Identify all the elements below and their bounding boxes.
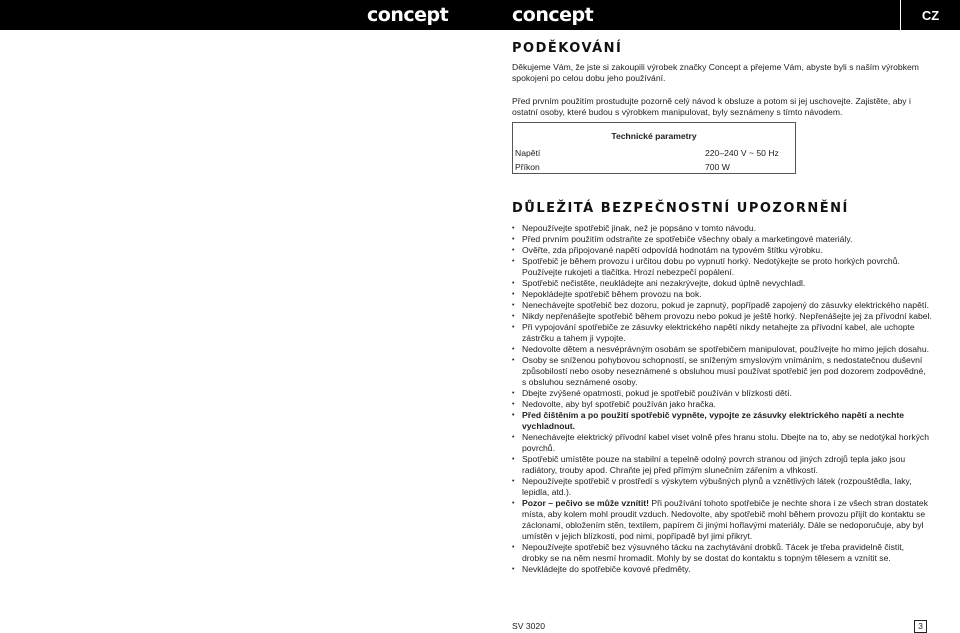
list-item: • Před prvním použitím odstraňte ze spotřebiče všechny obaly a marketingové materiály. <box>512 234 932 245</box>
list-item: • Osoby se sníženou pohybovou schopností, se sníženým smyslovým vnímáním, s nedostatečnou duševní způsobilostí nebo osoby neseznámené s obsluhou musí používat spotřebič jen pod dozorem zodpovědné, s obsluhou seznámené osoby. <box>512 355 932 388</box>
list-item: • Spotřebič umístěte pouze na stabilní a tepelně odolný povrch stranou od jiných zdrojů tepla jako jsou radiátory, trouby apod. Chraňte jej před přímým slunečním zářením a vlhkostí. <box>512 454 932 476</box>
section-title-safety: DŮLEŽITÁ BEZPEČNOSTNÍ UPOZORNĚNÍ <box>512 201 849 216</box>
list-item: • Nedovolte, aby byl spotřebič používán jako hračka. <box>512 399 932 410</box>
warning-text: Při používání tohoto spotřebiče je nechte shora i ze všech stran dostatek místa, aby kolem mohl proudit vzduch. Nedovolte, aby spotřebič mohl během provozu přijít do kontaktu se záclonami, obložením stěn, textilem, papírem či jinými hořlavými materiály. Dále se nedoporučuje, aby byl umístěn v jejich blízkosti, pod nimi, popřípadě byl jimi přikryt. <box>522 498 929 541</box>
page-number: 3 <box>914 620 927 633</box>
list-item: • Nenechávejte elektrický přívodní kabel viset volně přes hranu stolu. Dbejte na to, aby se nedotýkal horkých povrchů. <box>512 432 932 454</box>
list-item: • Nepokládejte spotřebič během provozu na bok. <box>512 289 932 300</box>
section-title-thanks: PODĚKOVÁNÍ <box>512 41 623 56</box>
list-item: • Nedovolte dětem a nesvéprávným osobám se spotřebičem manipulovat, používejte ho mimo jejich dosahu. <box>512 344 932 355</box>
top-bar <box>0 0 960 30</box>
warning-bold-text: Pozor – pečivo se může vznítit! <box>522 498 650 508</box>
intro-paragraph: Děkujeme Vám, že jste si zakoupili výrobek značky Concept a přejeme Vám, abyste byli s naším výrobkem spokojeni po celou dobu jeho používání. <box>512 62 919 83</box>
list-item: • Dbejte zvýšené opatrnosti, pokud je spotřebič používán v blízkosti dětí. <box>512 388 932 399</box>
list-item: • Nenechávejte spotřebič bez dozoru, pokud je zapnutý, popřípadě zapojený do zásuvky elektrického napětí. <box>512 300 932 311</box>
list-item: • Nevkládejte do spotřebiče kovové předměty. <box>512 564 932 575</box>
list-item: • Nepoužívejte spotřebič jinak, než je popsáno v tomto návodu. <box>512 223 932 234</box>
technical-parameters-table <box>512 122 796 174</box>
list-item: • Nepoužívejte spotřebič bez výsuvného tácku na zachytávání drobků. Tácek je třeba pravidelně čistit, drobky se na něm nesmí hromadit. Mohly by se dostat do kontaktu s topným tělesem a vznítit se. <box>512 542 932 564</box>
list-item: • Spotřebič nečistěte, neukládejte ani nezakrývejte, dokud úplně nevychladl. <box>512 278 932 289</box>
list-item: • Před čištěním a po použití spotřebič vypněte, vypojte ze zásuvky elektrického napětí a nechte vychladnout. <box>512 410 932 432</box>
table-row <box>513 162 795 173</box>
parameter-value: 700 W <box>705 162 730 172</box>
table-row <box>513 148 795 159</box>
table-header: Technické parametry <box>611 131 697 141</box>
list-item: • Ověřte, zda připojované napětí odpovídá hodnotám na typovém štítku výrobku. <box>512 245 932 256</box>
intro-paragraph: Před prvním použitím prostudujte pozorně celý návod k obsluze a potom si jej uschovejte. Zajistěte, aby i ostatní osoby, které budou s výrobkem manipulovat, byly seznámeny s tímto návodem. <box>512 96 911 117</box>
brand-logo: concept <box>512 4 594 26</box>
list-item: • Při vypojování spotřebiče ze zásuvky elektrického napětí nikdy netahejte za přívodní kabel, ale uchopte zástrčku a tahem ji vypojte. <box>512 322 932 344</box>
model-number: SV 3020 <box>512 621 545 631</box>
language-badge: CZ <box>900 0 960 30</box>
parameter-label: Příkon <box>515 162 540 172</box>
list-item: • Nikdy nepřenášejte spotřebič během provozu nebo pokud je ještě horký. Nepřenášejte jej za přívodní kabel. <box>512 311 932 322</box>
parameter-label: Napětí <box>515 148 541 158</box>
list-item: • Nepoužívejte spotřebič v prostředí s výskytem výbušných plynů a vznětlivých látek (rozpouštědla, laky, lepidla, atd.). <box>512 476 932 498</box>
list-item: • Spotřebič je během provozu i určitou dobu po vypnutí horký. Nedotýkejte se proto horkých povrchů. Používejte rukojeti a tlačítka. Hrozí nebezpečí popálení. <box>512 256 932 278</box>
safety-list <box>512 223 932 575</box>
parameter-value: 220–240 V ~ 50 Hz <box>705 148 779 158</box>
brand-logo: concept <box>367 4 449 26</box>
list-item <box>512 498 932 542</box>
page-content <box>512 40 932 574</box>
